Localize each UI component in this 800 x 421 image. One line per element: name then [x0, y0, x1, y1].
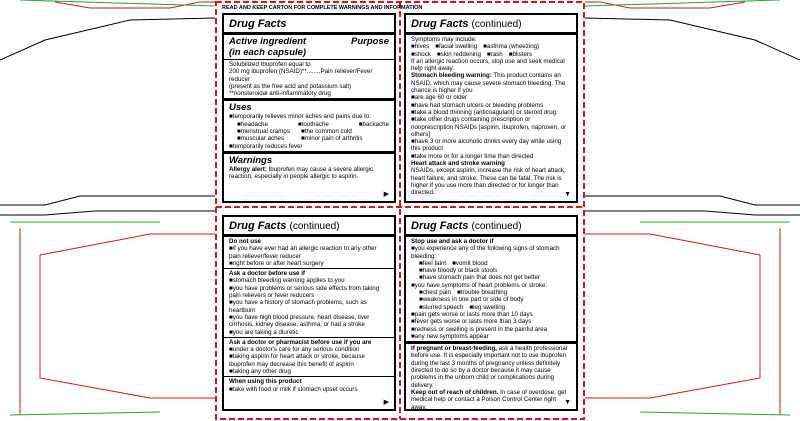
stop-use-subitem: ■ have stomach pain that does not get better [411, 274, 571, 281]
stop-use-subitem: ■ have bloody or black stools [411, 267, 571, 274]
continue-arrow-icon: ▼ [564, 398, 571, 406]
panel-title: Drug Facts [411, 18, 469, 30]
symptom-item: ■ blisters [509, 51, 532, 58]
children-label: Keep out of reach of children. [411, 388, 499, 396]
use-item: ■ backache [359, 121, 389, 128]
ask-doctor-item: ■ you have high blood pressure, heart disease, liver cirrhosis, kidney disease, asthma, or had a stroke [229, 314, 389, 329]
stomach-item: ■ have 3 or more alcoholic drinks every day while using this product [411, 138, 571, 153]
when-using-item: ■ take with food or milk if stomach upset occurs [229, 386, 389, 393]
symptom-item: ■ skin reddening [437, 51, 481, 58]
stop-use-subitem: ■ trouble breathing [457, 289, 507, 296]
continue-arrow-icon: ▶ [383, 398, 389, 406]
heart-label: Heart attack and stroke warning [411, 160, 505, 168]
use-item: ■ muscular aches [237, 135, 301, 142]
stop-use-item: ■ any new symptoms appear [411, 333, 571, 340]
do-not-use-item: ■ if you have ever had an allergic reaction to any other pain reliever/fever reducer [229, 245, 389, 260]
stop-use-item: ■ redness or swelling is present in the painful area [411, 326, 571, 333]
symptom-item: ■ facial swelling [435, 43, 477, 50]
use-item: ■ the common cold [301, 128, 352, 135]
active-sub-heading: (in each capsule) [229, 47, 307, 58]
ask-pharmacist-heading: Ask a doctor or pharmacist before use if you are [229, 338, 372, 346]
use-item: ■ menstrual cramps [237, 128, 301, 135]
do-not-use-heading: Do not use [229, 238, 261, 245]
stomach-item: ■ take more or for a longer time than directed [411, 153, 571, 160]
drug-facts-panel-1 [222, 13, 396, 203]
stop-use-subitem: ■ chest pain [419, 289, 451, 296]
ask-doctor-item: ■ stomach bleeding warning applies to you [229, 277, 389, 284]
do-not-use-item: ■ right before or after heart surgery [229, 260, 389, 267]
purpose-heading: Purpose [350, 36, 389, 47]
ask-pharmacist-item: ■ taking any other drug [229, 368, 389, 375]
pregnancy-text: ask a health professional before use. It is especially important not to use ibuprofen during the last 3 months of pregnancy unless definitely directed to do so by a doctor because it may cause problems in the unborn child or complications during delivery. [411, 345, 568, 389]
stomach-text: This product contains an NSAID, which may cause severe stomach bleeding. The chance is higher if you [411, 72, 566, 95]
stomach-item: ■ have had stomach ulcers or bleeding problems [411, 102, 571, 109]
ask-doctor-item: ■ you have a history of stomach problems, such as heartburn [229, 299, 389, 314]
when-using-heading: When using this product [229, 378, 302, 386]
warnings-heading: Warnings [229, 154, 273, 166]
active-line: Solubilized Ibuprofen equal to [229, 61, 311, 68]
ask-doctor-item: ■ you have problems or serious side effects from taking pain relievers or fever reducers [229, 285, 389, 300]
panel-title: Drug Facts [229, 18, 287, 30]
heart-text: NSAIDs, except aspirin, increase the risk of heart attack, heart failure, and stroke. These can be fatal. The risk is higher if you use more than directed or for longer than directed. [411, 167, 566, 197]
stop-use-item: ■ fever gets worse or lasts more than 3 days [411, 318, 571, 325]
allergy-text: Ibuprofen may cause a severe allergic reaction, especially in people allergic to aspirin. [229, 165, 374, 181]
stop-use-item: ■ you have symptoms of heart problems or stroke: [411, 282, 571, 289]
ask-doctor-item: ■ you are taking a diuretic [229, 329, 389, 336]
panel-title: Drug Facts [229, 220, 287, 232]
carton-note: READ AND KEEP CARTON FOR COMPLETE WARNINGS AND INFORMATION [222, 5, 423, 11]
stomach-label: Stomach bleeding warning: [411, 72, 492, 80]
drug-facts-panel-3 [222, 215, 396, 411]
active-line: 200 mg ibuprofen (NSAID)**........Pain reliever/Fever reducer [229, 68, 373, 83]
stomach-item: ■ are age 60 or older [411, 94, 571, 101]
active-ingredient-heading: Active ingredient [229, 36, 307, 47]
symptom-item: ■ rash [487, 51, 503, 58]
ask-doctor-heading: Ask a doctor before use if [229, 270, 305, 278]
symptom-item: ■ asthma (wheezing) [483, 43, 539, 50]
allergy-label: Allergy alert: [229, 165, 267, 173]
panel-title-continued: (continued) [471, 221, 522, 232]
use-item: ■ minor pain of arthritis [301, 135, 363, 142]
drug-facts-panel-2 [404, 13, 578, 203]
children-text: In case of overdose, get medical help or contact a Poison Control Center right away. [411, 388, 567, 411]
uses-heading: Uses [229, 102, 252, 114]
continue-arrow-icon: ▶ [383, 190, 389, 198]
stop-use-subitem: ■ feel faint [419, 260, 446, 267]
ask-pharmacist-item: ■ under a doctor's care for any serious condition [229, 346, 389, 353]
ask-pharmacist-item: ■ taking aspirin for heart attack or stroke, because ibuprofen may decrease this benefit of aspirin [229, 353, 389, 368]
uses-intro: ■ temporarily relieves minor aches and pains due to: [229, 113, 389, 120]
use-item: ■ headache [237, 121, 268, 128]
symptoms-intro: Symptoms may include: [411, 36, 477, 43]
stop-use-subitem: ■ leg swelling [469, 304, 505, 311]
active-line: **nonsteroidal anti-inflammatory drug [229, 90, 331, 98]
panel-title-continued: (continued) [471, 19, 522, 30]
stop-use-item: ■ you experience any of the following signs of stomach bleeding: [411, 245, 571, 260]
continue-arrow-icon: ▼ [564, 190, 571, 198]
stop-use-subitem: ■ vomit blood [452, 260, 487, 267]
stomach-item: ■ take a blood thinning (anticoagulant) or steroid drug [411, 109, 571, 116]
stop-use-heading: Stop use and ask a doctor if [411, 238, 494, 245]
stomach-item: ■ take other drugs containing prescription or nonprescription NSAIDs [aspirin, ibuprofen, naproxen, or others] [411, 116, 571, 138]
active-line: (present as the free acid and potassium salt) [229, 82, 352, 90]
symptom-item: ■ hives [411, 43, 429, 50]
symptom-item: ■ shock [411, 51, 431, 58]
drug-facts-panel-4 [404, 215, 578, 411]
panel-title: Drug Facts [411, 220, 469, 232]
symptoms-after: If an allergic reaction occurs, stop use and seek medical help right away. [411, 57, 565, 73]
uses-fever: ■ temporarily reduces fever [229, 143, 389, 150]
pregnancy-label: If pregnant or breast-feeding, [411, 345, 497, 353]
stop-use-subitem: ■ slurred speech [419, 304, 463, 311]
use-item: ■ toothache [298, 121, 329, 128]
stop-use-item: ■ pain gets worse or lasts more than 10 days [411, 311, 571, 318]
stop-use-subitem: ■ weakness in one part or side of body [411, 296, 571, 303]
panel-title-continued: (continued) [289, 221, 340, 232]
